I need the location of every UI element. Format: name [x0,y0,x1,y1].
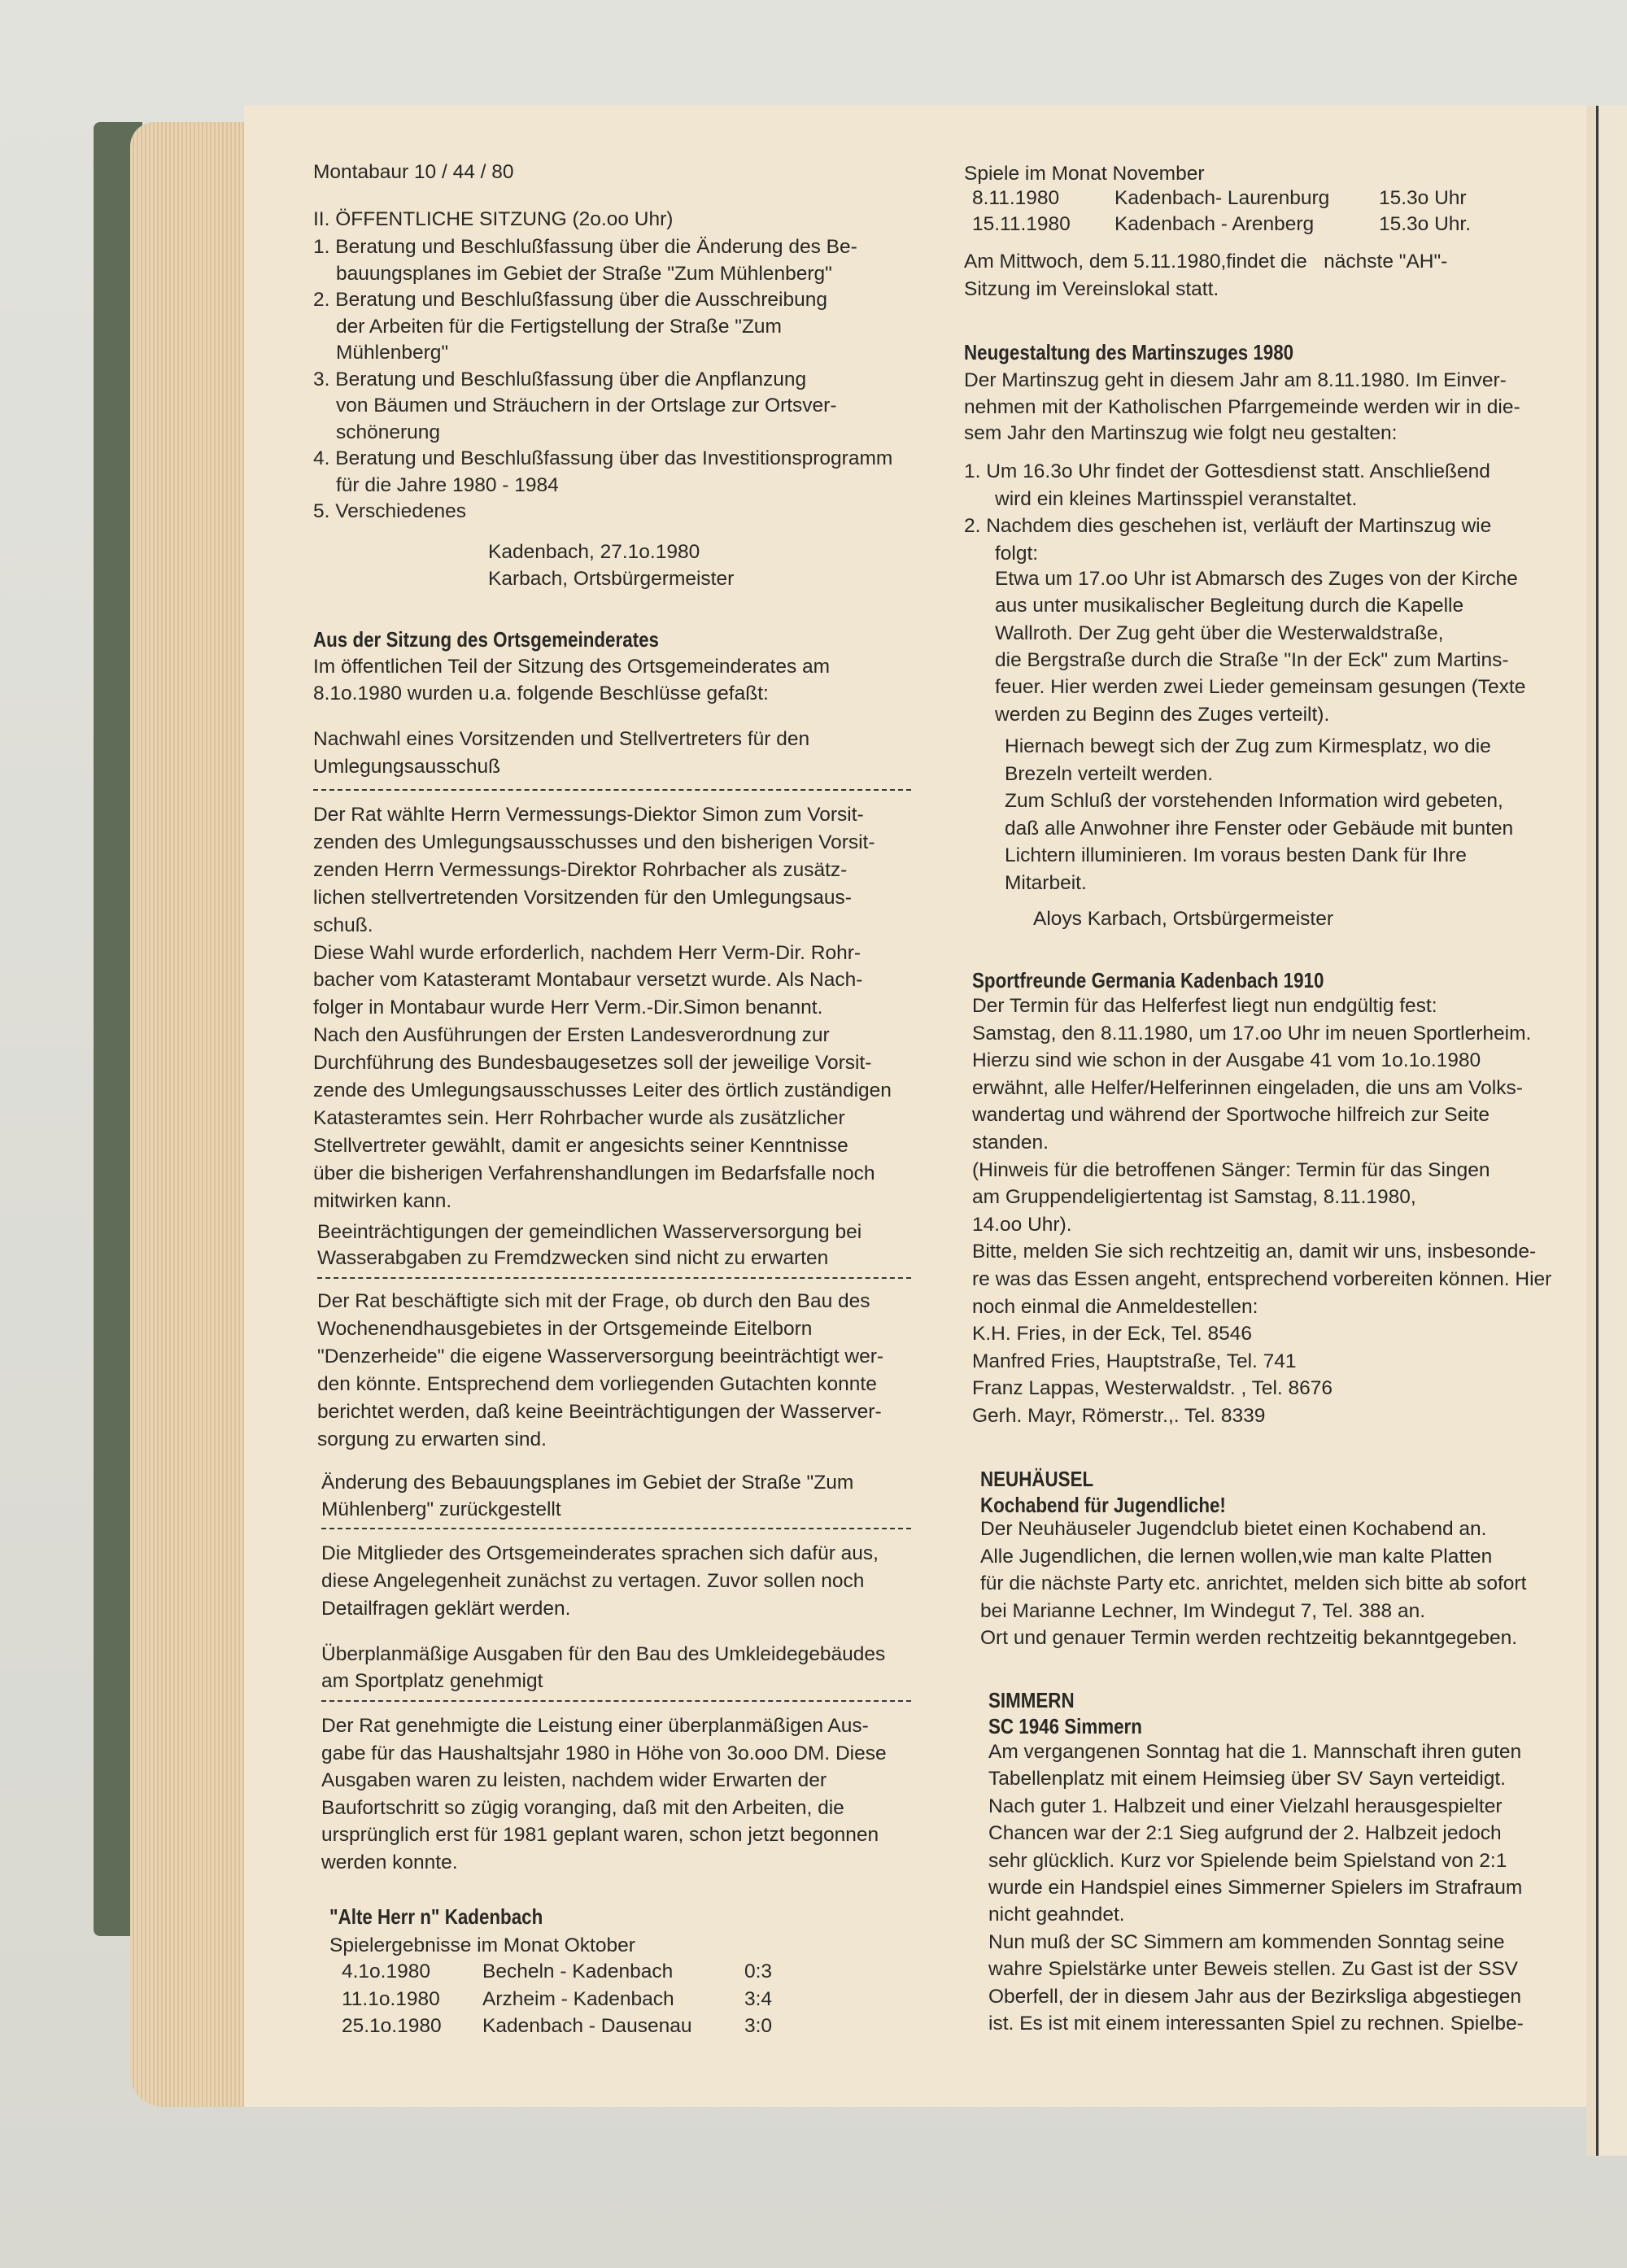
body-line: Tabellenplatz mit einem Heimsieg über SV Sayn verteidigt. [988,1768,1506,1790]
game-match: Kadenbach- Laurenburg [1114,187,1330,209]
body-line: für die nächste Party etc. anrichtet, melden sich bitte ab sofort [980,1572,1527,1594]
agenda-line: für die Jahre 1980 - 1984 [336,473,559,496]
dashed-rule [321,1700,911,1702]
agenda-line: 2. Beratung und Beschlußfassung über die Ausschreibung [313,289,827,311]
adjacent-page-sliver [1596,106,1627,2156]
subsection-title: Beeinträchtigungen der gemeindlichen Wasserversorgung bei [317,1221,862,1243]
body-line: nicht geahndet. [988,1904,1125,1926]
result-match: Becheln - Kadenbach [482,1961,674,1982]
list-line: folgt: [995,542,1039,565]
body-line: Chancen war der 2:1 Sieg aufgrund der 2. Halbzeit jedoch [988,1822,1502,1845]
result-score: 3:0 [744,2015,773,2037]
result-score: 3:4 [744,1987,773,2010]
section-heading: Kochabend für Jugendliche! [980,1493,1226,1517]
intro-line: sem Jahr den Martinszug wie folgt neu gestalten: [964,422,1398,444]
body-line: Franz Lappas, Westerwaldstr. , Tel. 8676 [972,1377,1333,1400]
body-line: bacher vom Katasteramt Montabaur versetzt wurde. Als Nach- [313,969,863,992]
subsection-title: Wasserabgaben zu Fremdzwecken sind nicht zu erwarten [317,1247,829,1269]
result-match: Kadenbach - Dausenau [482,2015,692,2037]
body-line: Der Rat genehmigte die Leistung einer überplanmäßigen Aus- [321,1715,869,1737]
body-line: werden konnte. [321,1851,458,1873]
agenda-line: der Arbeiten für die Fertigstellung der Straße "Zum [336,315,782,338]
body-line: mitwirken kann. [313,1189,452,1212]
body-line: Brezeln verteilt werden. [1005,762,1214,785]
agenda-line: 4. Beratung und Beschlußfassung über das Investitionsprogramm [313,447,893,469]
list-line: 2. Nachdem dies geschehen ist, verläuft der Martinszug wie [964,515,1492,537]
subsection-title: Änderung des Bebauungsplanes im Gebiet der Straße "Zum [321,1472,854,1494]
body-line: zenden des Umlegungsausschusses und den bisherigen Vorsit- [313,831,875,853]
body-line: ursprünglich erst für 1981 geplant waren, schon jetzt begonnen [321,1824,879,1846]
body-line: Detailfragen geklärt werden. [321,1598,571,1620]
body-line: "Denzerheide" die eigene Wasserversorgung beeinträchtigt wer- [317,1346,884,1367]
body-line: wahre Spielstärke unter Beweis stellen. Zu Gast ist der SSV [988,1958,1518,1981]
body-line: folger in Montabaur wurde Herr Verm.-Dir.Simon benannt. [313,997,823,1019]
body-line: Hiernach bewegt sich der Zug zum Kirmesplatz, wo die [1005,735,1491,757]
subsection-title: Nachwahl eines Vorsitzenden und Stellvertreters für den [313,728,810,750]
body-line: Diese Wahl wurde erforderlich, nachdem Herr Verm-Dir. Rohr- [313,941,861,964]
body-line: erwähnt, alle Helfer/Helferinnen eingeladen, die uns am Volks- [972,1076,1523,1099]
body-line: Hierzu sind wie schon in der Ausgabe 41 vom 1o.1o.1980 [972,1049,1481,1072]
agenda-line: 1. Beratung und Beschlußfassung über die Änderung des Be- [313,236,857,258]
subsection-title: am Sportplatz genehmigt [321,1670,543,1692]
body-line: 14.oo Uhr). [972,1213,1072,1236]
body-line: am Gruppendeligiertentag ist Samstag, 8.11.1980, [972,1186,1416,1209]
body-line: Lichtern illuminieren. Im voraus besten Dank für Ihre [1005,844,1467,866]
body-line: Der Neuhäuseler Jugendclub bietet einen Kochabend an. [980,1518,1487,1540]
detail-line: werden zu Beginn des Zuges verteilt). [995,703,1330,726]
result-match: Arzheim - Kadenbach [482,1987,674,2010]
body-line: Ort und genauer Termin werden rechtzeitig bekanntgegeben. [980,1627,1518,1649]
result-date: 25.1o.1980 [342,2015,442,2037]
result-date: 11.1o.1980 [342,1987,440,2010]
subsection-title: Umlegungsausschuß [313,756,501,778]
section-heading: SC 1946 Simmern [988,1714,1142,1738]
body-line: sehr glücklich. Kurz vor Spielende beim Spielstand von 2:1 [988,1849,1507,1872]
body-line: diese Angelegenheit zunächst zu vertagen. Zuvor sollen noch [321,1570,865,1592]
agenda-line: 5. Verschiedenes [313,500,466,522]
body-line: Die Mitglieder des Ortsgemeinderates sprachen sich dafür aus, [321,1542,879,1564]
body-line: Baufortschritt so zügig voranging, daß mit den Arbeiten, die [321,1796,844,1819]
body-line: Samstag, den 8.11.1980, um 17.oo Uhr im neuen Sportlerheim. [972,1022,1532,1045]
body-line: gabe für das Haushaltsjahr 1980 in Höhe von 3o.ooo DM. Diese [321,1742,887,1764]
body-line: K.H. Fries, in der Eck, Tel. 8546 [972,1323,1253,1346]
signature-name: Karbach, Ortsbürgermeister [488,568,735,590]
body-line: ist. Es ist mit einem interessanten Spiel zu rechnen. Spielbe- [988,2013,1524,2035]
detail-line: Etwa um 17.oo Uhr ist Abmarsch des Zuges von der Kirche [995,568,1518,590]
subsection-title: Überplanmäßige Ausgaben für den Bau des Umkleidegebäudes [321,1643,886,1665]
body-line: wurde ein Handspiel eines Simmerner Spielers im Strafraum [988,1877,1523,1899]
body-line: Am vergangenen Sonntag hat die 1. Mannschaft ihren guten [988,1741,1522,1763]
game-time: 15.3o Uhr [1379,187,1467,209]
section-heading: Aus der Sitzung des Ortsgemeinderates [313,627,659,652]
detail-line: aus unter musikalischer Begleitung durch die Kapelle [995,595,1464,617]
agenda-line: 3. Beratung und Beschlußfassung über die Anpflanzung [313,368,807,390]
page-edges [130,122,252,2107]
section-heading: SIMMERN [988,1688,1075,1712]
schedule-title: Spiele im Monat November [964,163,1205,185]
intro-line: 8.1o.1980 wurden u.a. folgende Beschlüsse gefaßt: [313,683,769,705]
section-heading: "Alte Herr n" Kadenbach [329,1904,543,1929]
body-line: daß alle Anwohner ihre Fenster oder Gebäude mit bunten [1005,817,1514,840]
body-line: Der Termin für das Helferfest liegt nun endgültig fest: [972,995,1437,1017]
body-line: standen. [972,1132,1049,1154]
body-line: Zum Schluß der vorstehenden Information wird gebeten, [1005,790,1503,812]
dashed-rule [317,1277,911,1279]
detail-line: feuer. Hier werden zwei Lieder gemeinsam gesungen (Texte [995,676,1526,699]
body-line: Der Rat wählte Herrn Vermessungs-Diektor Simon zum Vorsit- [313,804,864,826]
list-line: 1. Um 16.3o Uhr findet der Gottesdienst statt. Anschließend [964,460,1490,482]
body-line: Alle Jugendlichen, die lernen wollen,wie man kalte Platten [980,1545,1493,1568]
body-line: Katasteramtes sein. Herr Rohrbacher wurde als zusätzlicher [313,1106,845,1129]
body-line: Bitte, melden Sie sich rechtzeitig an, damit wir uns, insbesonde- [972,1241,1537,1263]
body-line: Manfred Fries, Hauptstraße, Tel. 741 [972,1350,1297,1372]
dashed-rule [321,1528,911,1529]
detail-line: die Bergstraße durch die Straße "In der Eck" zum Martins- [995,648,1509,671]
body-line: Nach den Ausführungen der Ersten Landesverordnung zur [313,1024,830,1047]
game-time: 15.3o Uhr. [1379,213,1472,235]
body-line: Der Rat beschäftigte sich mit der Frage, ob durch den Bau des [317,1290,870,1312]
body-line: lichen stellvertretenden Vorsitzenden für den Umlegungsaus- [313,886,852,909]
agenda-line: schönerung [336,421,441,443]
subsection-title: Mühlenberg" zurückgestellt [321,1498,561,1520]
results-subtitle: Spielergebnisse im Monat Oktober [329,1934,635,1956]
body-line: re was das Essen angeht, entsprechend vorbereiten können. Hier [972,1268,1552,1290]
intro-line: nehmen mit der Katholischen Pfarrgemeinde werden wir in die- [964,395,1520,418]
page [244,106,1599,2107]
body-line: Oberfell, der in diesem Jahr aus der Bezirksliga abgestiegen [988,1985,1522,2008]
body-line: Ausgaben waren zu leisten, nachdem wider Erwarten der [321,1769,827,1791]
section-heading: Sportfreunde Germania Kadenbach 1910 [972,968,1324,992]
body-line: bei Marianne Lechner, Im Windegut 7, Tel. 388 an. [980,1599,1426,1622]
meeting-line: Sitzung im Vereinslokal statt. [964,278,1219,300]
body-line: Mitarbeit. [1005,871,1087,894]
meeting-line: Am Mittwoch, dem 5.11.1980,findet die nächste "AH"- [964,251,1448,273]
section-heading: NEUHÄUSEL [980,1467,1094,1491]
signature-place: Kadenbach, 27.1o.1980 [488,541,700,563]
agenda-line: von Bäumen und Sträuchern in der Ortslage zur Ortsver- [336,395,837,417]
agenda-title: II. ÖFFENTLICHE SITZUNG (2o.oo Uhr) [313,208,674,230]
game-date: 15.11.1980 [972,213,1071,235]
body-line: Durchführung des Bundesbaugesetzes soll der jeweilige Vorsit- [313,1052,872,1075]
result-score: 0:3 [744,1961,773,1982]
agenda-line: bauungsplanes im Gebiet der Straße "Zum Mühlenberg" [336,262,832,285]
body-line: Stellvertreter gewählt, damit er angesichts seiner Kenntnisse [313,1134,848,1157]
agenda-line: Mühlenberg" [336,342,449,364]
page-header: Montabaur 10 / 44 / 80 [313,161,514,183]
body-line: Nach guter 1. Halbzeit und einer Vielzahl herausgespielter [988,1795,1503,1817]
dashed-rule [313,789,911,791]
detail-line: Wallroth. Der Zug geht über die Westerwaldstraße, [995,622,1444,644]
signature-name: Aloys Karbach, Ortsbürgermeister [1033,908,1333,930]
list-line: wird ein kleines Martinsspiel veranstaltet. [995,487,1358,510]
body-line: berichtet werden, daß keine Beeinträchtigungen der Wasserver- [317,1401,882,1423]
section-heading: Neugestaltung des Martinszuges 1980 [964,340,1294,364]
body-line: Gerh. Mayr, Römerstr.,. Tel. 8339 [972,1405,1266,1427]
body-line: Wochenendhausgebietes in der Ortsgemeinde Eitelborn [317,1318,813,1340]
intro-line: Im öffentlichen Teil der Sitzung des Ortsgemeinderates am [313,656,831,678]
body-line: über die bisherigen Verfahrenshandlungen im Bedarfsfalle noch [313,1162,875,1184]
body-line: schuß. [313,914,373,936]
game-date: 8.11.1980 [972,187,1060,209]
body-line: (Hinweis für die betroffenen Sänger: Termin für das Singen [972,1158,1490,1181]
body-line: den könnte. Entsprechend dem vorliegenden Gutachten konnte [317,1373,877,1395]
body-line: zende des Umlegungsausschusses Leiter des örtlich zuständigen [313,1079,892,1101]
body-line: zenden Herrn Vermessungs-Direktor Rohrbacher als zusätz- [313,858,848,881]
result-date: 4.1o.1980 [342,1961,430,1982]
body-line: noch einmal die Anmeldestellen: [972,1295,1258,1318]
body-line: wandertag und während der Sportwoche hilfreich zur Seite [972,1104,1490,1127]
game-match: Kadenbach - Arenberg [1114,213,1315,235]
intro-line: Der Martinszug geht in diesem Jahr am 8.11.1980. Im Einver- [964,369,1507,391]
body-line: Nun muß der SC Simmern am kommenden Sonntag seine [988,1930,1505,1953]
body-line: sorgung zu erwarten sind. [317,1428,547,1450]
